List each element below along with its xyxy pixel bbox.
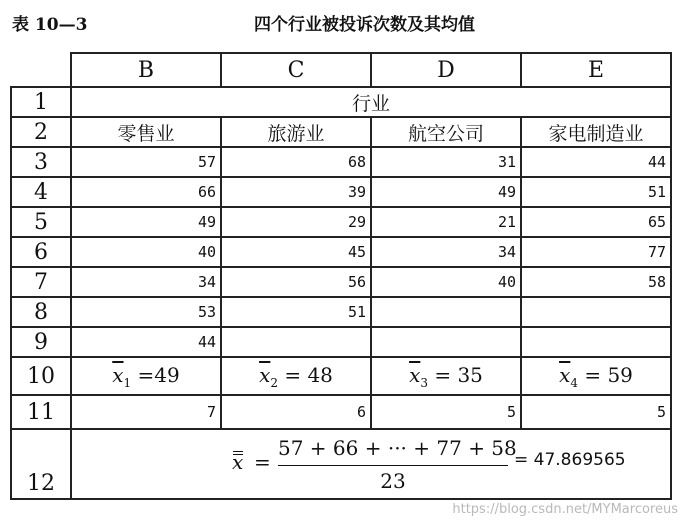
data-cell[interactable]: 58 (521, 267, 671, 297)
data-cell[interactable]: 44 (521, 147, 671, 177)
industry-name-cell[interactable]: 家电制造业 (521, 117, 671, 147)
grand-mean-formula (232, 436, 652, 494)
data-cell[interactable]: 51 (221, 297, 371, 327)
row-header-9[interactable]: 9 (11, 327, 71, 357)
table-row (11, 147, 671, 177)
row-header-6[interactable]: 6 (11, 237, 71, 267)
column-header-c[interactable]: C (221, 53, 371, 87)
row-header-3[interactable]: 3 (11, 147, 71, 177)
equals-sign: = (254, 450, 271, 474)
table-row (11, 327, 671, 357)
data-cell[interactable]: 39 (221, 177, 371, 207)
mean-symbol: $\overline{x}$ (409, 362, 421, 387)
data-cell[interactable]: 21 (371, 207, 521, 237)
empty-cell[interactable] (521, 297, 671, 327)
mean-cell[interactable] (521, 357, 671, 395)
row-header-8[interactable]: 8 (11, 297, 71, 327)
count-cell[interactable]: 5 (521, 395, 671, 429)
column-header-d[interactable]: D (371, 53, 521, 87)
count-cell[interactable]: 7 (71, 395, 221, 429)
mean-cell[interactable] (221, 357, 371, 395)
data-cell[interactable]: 77 (521, 237, 671, 267)
mean-symbol: $\overline{x}$ (559, 362, 571, 387)
data-cell[interactable]: 34 (371, 237, 521, 267)
table-row (11, 87, 671, 117)
mean-value: = 48 (284, 362, 333, 387)
count-cell[interactable]: 5 (371, 395, 521, 429)
mean-subscript: 4 (570, 375, 578, 390)
table-row (11, 267, 671, 297)
count-cell[interactable]: 6 (221, 395, 371, 429)
watermark: https://blog.csdn.net/MYMarcoreus (452, 502, 678, 517)
column-header-b[interactable]: B (71, 53, 221, 87)
data-cell[interactable]: 31 (371, 147, 521, 177)
mean-value: =49 (137, 362, 180, 387)
data-cell[interactable]: 53 (71, 297, 221, 327)
table-caption (0, 8, 686, 36)
data-cell[interactable]: 45 (221, 237, 371, 267)
data-cell[interactable]: 65 (521, 207, 671, 237)
formula-denominator: 23 (380, 469, 406, 493)
data-cell[interactable]: 40 (371, 267, 521, 297)
table-row (11, 117, 671, 147)
row-header-4[interactable]: 4 (11, 177, 71, 207)
mean-subscript: 3 (420, 375, 428, 390)
table-row (11, 395, 671, 429)
data-cell[interactable]: 49 (371, 177, 521, 207)
row-header-10[interactable]: 10 (11, 357, 71, 395)
table-row (11, 207, 671, 237)
industry-name-cell[interactable]: 航空公司 (371, 117, 521, 147)
row-header-2[interactable]: 2 (11, 117, 71, 147)
table-number: 表 10—3 (12, 15, 88, 35)
data-cell[interactable]: 68 (221, 147, 371, 177)
mean-cell[interactable] (71, 357, 221, 395)
complaints-spreadsheet (10, 52, 672, 500)
empty-cell[interactable] (521, 327, 671, 357)
industry-header-cell[interactable]: 行业 (71, 87, 671, 117)
formula-result: = 47.869565 (514, 450, 626, 470)
data-cell[interactable]: 49 (71, 207, 221, 237)
data-cell[interactable]: 29 (221, 207, 371, 237)
grand-mean-cell[interactable] (71, 429, 671, 499)
empty-cell[interactable] (371, 297, 521, 327)
data-cell[interactable]: 66 (71, 177, 221, 207)
industry-name-cell[interactable]: 旅游业 (221, 117, 371, 147)
table-row (11, 297, 671, 327)
row-header-11[interactable]: 11 (11, 395, 71, 429)
table-row (11, 429, 671, 499)
data-cell[interactable]: 40 (71, 237, 221, 267)
table-row (11, 237, 671, 267)
mean-symbol: $\overline{x}$ (112, 362, 124, 387)
empty-cell[interactable] (371, 327, 521, 357)
mean-subscript: 1 (123, 375, 132, 390)
data-cell[interactable]: 57 (71, 147, 221, 177)
grand-mean-symbol: x (232, 450, 244, 474)
mean-value: = 35 (434, 362, 483, 387)
formula-numerator: 57 + 66 + ··· + 77 + 58 (278, 436, 517, 460)
data-cell[interactable]: 51 (521, 177, 671, 207)
data-cell[interactable]: 44 (71, 327, 221, 357)
mean-subscript: 2 (270, 375, 278, 390)
row-header-12[interactable]: 12 (11, 429, 71, 499)
column-header-row (11, 53, 671, 87)
row-header-5[interactable]: 5 (11, 207, 71, 237)
table-row (11, 357, 671, 395)
row-header-7[interactable]: 7 (11, 267, 71, 297)
row-header-1[interactable]: 1 (11, 87, 71, 117)
corner-cell (11, 53, 71, 87)
column-header-e[interactable]: E (521, 53, 671, 87)
empty-cell[interactable] (221, 327, 371, 357)
mean-value: = 59 (584, 362, 633, 387)
mean-cell[interactable] (371, 357, 521, 395)
industry-name-cell[interactable]: 零售业 (71, 117, 221, 147)
data-cell[interactable]: 34 (71, 267, 221, 297)
table-row (11, 177, 671, 207)
mean-symbol: $\overline{x}$ (259, 362, 271, 387)
table-title: 四个行业被投诉次数及其均值 (254, 15, 475, 35)
data-cell[interactable]: 56 (221, 267, 371, 297)
fraction-bar (278, 465, 508, 466)
